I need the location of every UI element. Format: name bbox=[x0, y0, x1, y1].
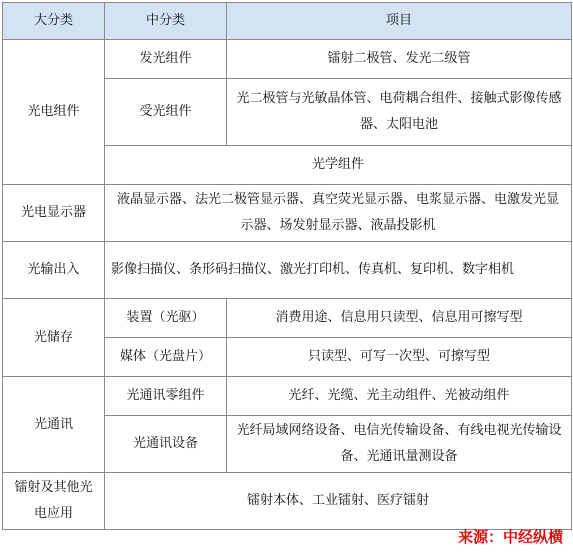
major-io: 光输出入 bbox=[3, 242, 105, 299]
middle-comm-parts: 光通讯零组件 bbox=[105, 377, 227, 416]
header-row bbox=[3, 3, 572, 40]
table-row bbox=[3, 299, 572, 338]
table-row bbox=[3, 185, 572, 242]
items-io: 影像扫描仪、条形码扫描仪、激光打印机、传真机、复印机、数字相机 bbox=[105, 242, 572, 299]
items-emitting: 镭射二极管、发光二级管 bbox=[227, 40, 572, 79]
middle-comm-equip: 光通讯设备 bbox=[105, 416, 227, 473]
header-major: 大分类 bbox=[3, 3, 105, 40]
items-laser: 镭射本体、工业镭射、医疗镭射 bbox=[105, 473, 572, 530]
table-row bbox=[3, 40, 572, 79]
major-storage: 光储存 bbox=[3, 299, 105, 377]
middle-media: 媒体（光盘片） bbox=[105, 338, 227, 377]
table-row bbox=[3, 473, 572, 530]
major-opto-components: 光电组件 bbox=[3, 40, 105, 185]
middle-drive: 装置（光驱） bbox=[105, 299, 227, 338]
classification-table bbox=[2, 2, 572, 530]
middle-emitting: 发光组件 bbox=[105, 40, 227, 79]
items-drive: 消费用途、信息用只读型、信息用可擦写型 bbox=[227, 299, 572, 338]
table-row bbox=[3, 242, 572, 299]
classification-table-container bbox=[2, 2, 572, 530]
major-display: 光电显示器 bbox=[3, 185, 105, 242]
items-comm-equip: 光纤局域网络设备、电信光传输设备、有线电视光传输设备、光通讯量测设备 bbox=[227, 416, 572, 473]
items-receiving: 光二极管与光敏晶体管、电荷耦合组件、接触式影像传感器、太阳电池 bbox=[227, 79, 572, 146]
header-items: 项目 bbox=[227, 3, 572, 40]
major-comm: 光通讯 bbox=[3, 377, 105, 473]
items-display: 液晶显示器、法光二极管显示器、真空荧光显示器、电浆显示器、电激发光显示器、场发射显示器、液晶投影机 bbox=[105, 185, 572, 242]
items-comm-parts: 光纤、光缆、光主动组件、光被动组件 bbox=[227, 377, 572, 416]
items-optics: 光学组件 bbox=[105, 146, 572, 185]
middle-receiving: 受光组件 bbox=[105, 79, 227, 146]
source-label: 来源：中经纵横 bbox=[457, 528, 563, 546]
major-laser: 镭射及其他光电应用 bbox=[3, 473, 105, 530]
items-media: 只读型、可写一次型、可擦写型 bbox=[227, 338, 572, 377]
header-middle: 中分类 bbox=[105, 3, 227, 40]
table-row bbox=[3, 377, 572, 416]
